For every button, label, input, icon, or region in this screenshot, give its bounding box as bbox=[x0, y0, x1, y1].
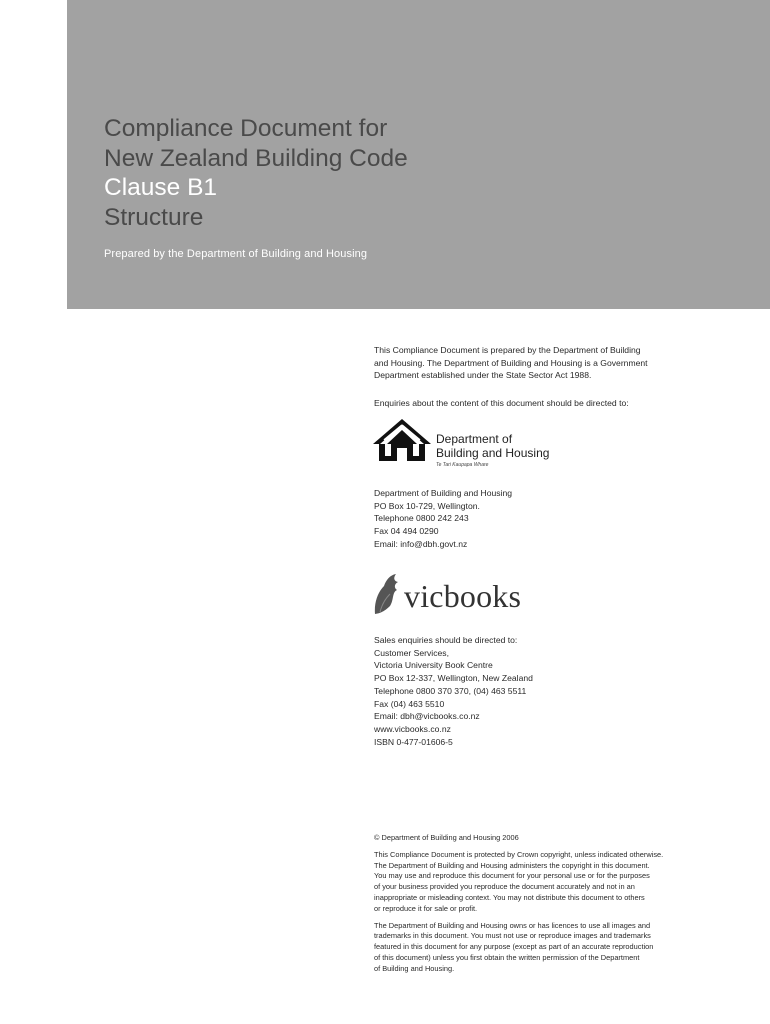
subject-label: Structure bbox=[104, 203, 204, 231]
copyright-line: of Building and Housing. bbox=[374, 963, 455, 973]
copyright-line: of this document) unless you first obtain the written permission of the Department bbox=[374, 952, 640, 962]
title-line-1: Compliance Document for bbox=[104, 115, 388, 142]
intro-line: This Compliance Document is prepared by the Department of Building bbox=[374, 345, 641, 355]
copyright-line: The Department of Building and Housing administers the copyright in this document. bbox=[374, 860, 650, 870]
house-icon bbox=[372, 418, 432, 462]
copyright-notice: © Department of Building and Housing 2006 bbox=[374, 833, 519, 842]
sales-line: PO Box 12-337, Wellington, New Zealand bbox=[374, 673, 533, 684]
sales-line: www.vicbooks.co.nz bbox=[374, 723, 451, 734]
copyright-paragraph-2 bbox=[374, 921, 719, 975]
dbh-logo-line: Building and Housing bbox=[436, 446, 550, 460]
dbh-logo bbox=[372, 418, 552, 472]
title-line-2: New Zealand Building Code bbox=[104, 144, 408, 172]
sales-line: Victoria University Book Centre bbox=[374, 660, 493, 671]
vicbooks-wordmark: vicbooks bbox=[404, 578, 522, 614]
contact-line: Email: info@dbh.govt.nz bbox=[374, 538, 468, 549]
contact-line: Telephone 0800 242 243 bbox=[374, 513, 469, 524]
copyright-section bbox=[374, 833, 719, 975]
sales-line: Customer Services, bbox=[374, 647, 449, 658]
copyright-line: trademarks in this document. You must not use or reproduce images and trademarks bbox=[374, 931, 651, 941]
intro-paragraph bbox=[374, 344, 719, 382]
dbh-logo-maori-name: Te Tari Kaupapa Whare bbox=[436, 462, 489, 468]
prepared-by-text: Prepared by the Department of Building and Housing bbox=[104, 248, 368, 260]
copyright-line: featured in this document for any purpose (except as part of an accurate reproduction bbox=[374, 942, 654, 952]
dbh-logo-name bbox=[436, 432, 549, 460]
copyright-paragraph-1 bbox=[374, 850, 719, 915]
sales-line: Fax (04) 463 5510 bbox=[374, 698, 445, 709]
intro-line: Department established under the State Sector Act 1988. bbox=[374, 370, 592, 381]
copyright-line: or reproduce it for sale or profit. bbox=[374, 903, 478, 913]
contact-line: Fax 04 494 0290 bbox=[374, 526, 439, 537]
contact-line: PO Box 10-729, Wellington. bbox=[374, 500, 480, 511]
sales-line: Sales enquiries should be directed to: bbox=[374, 635, 518, 645]
copyright-line: You may use and reproduce this document for your personal use or for the purposes bbox=[374, 871, 650, 881]
isbn-line: ISBN 0-477-01606-5 bbox=[374, 736, 453, 747]
copyright-line: of your business provided you reproduce the document accurately and not in an bbox=[374, 882, 635, 892]
vicbooks-logo bbox=[372, 572, 552, 618]
sales-enquiries bbox=[374, 634, 719, 748]
copyright-line: The Department of Building and Housing owns or has licences to use all images and bbox=[374, 920, 651, 930]
intro-line: and Housing. The Department of Building and Housing is a Government bbox=[374, 357, 648, 368]
bird-icon bbox=[372, 572, 406, 616]
dbh-logo-line: Department of bbox=[436, 432, 513, 446]
sales-line: Telephone 0800 370 370, (04) 463 5511 bbox=[374, 685, 527, 696]
contact-line: Department of Building and Housing bbox=[374, 488, 513, 498]
document-title bbox=[104, 114, 408, 232]
copyright-line: inappropriate or misleading context. You may not distribute this document to others bbox=[374, 892, 645, 902]
copyright-line: This Compliance Document is protected by Crown copyright, unless indicated otherwise. bbox=[374, 849, 664, 859]
dbh-contact-details bbox=[374, 487, 719, 551]
enquiries-text: Enquiries about the content of this document should be directed to: bbox=[374, 398, 629, 408]
clause-label: Clause B1 bbox=[104, 174, 218, 201]
sales-line: Email: dbh@vicbooks.co.nz bbox=[374, 711, 480, 722]
